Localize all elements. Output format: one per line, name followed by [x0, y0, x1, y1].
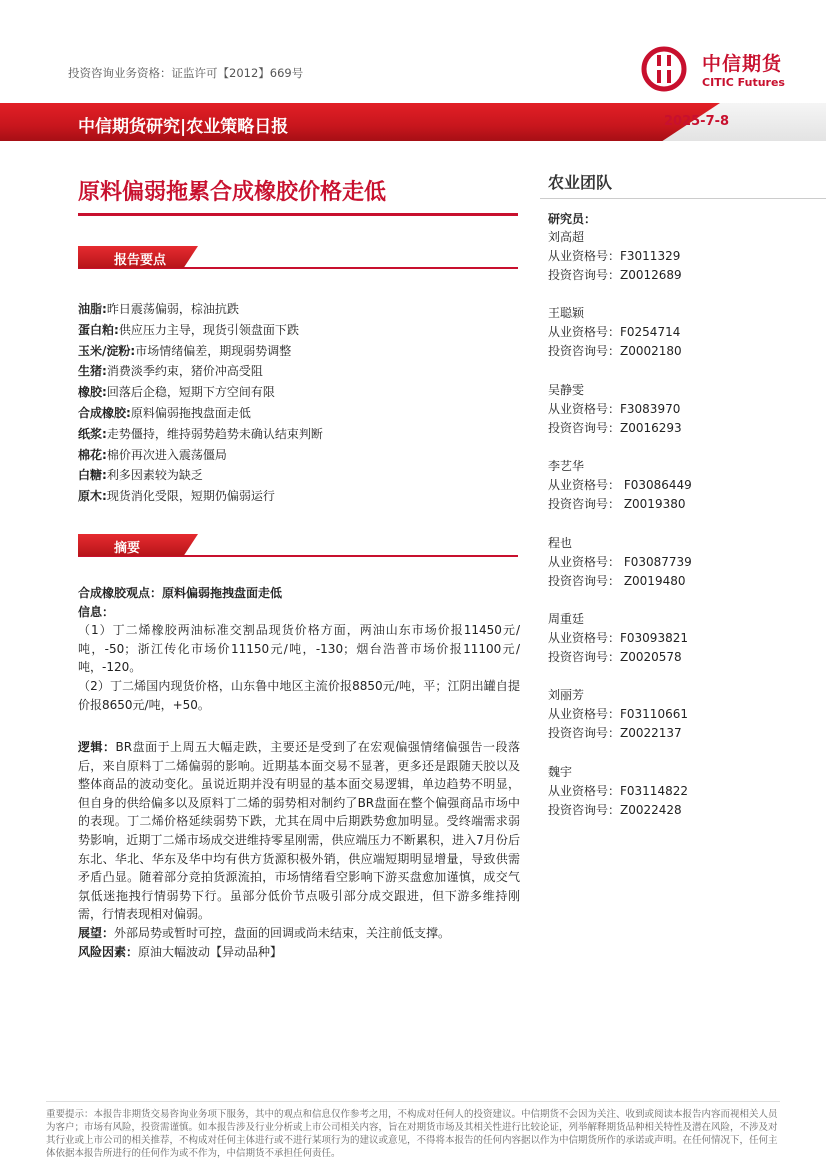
- report-title: 原料偏弱拖累合成橡胶价格走低: [78, 180, 387, 205]
- list-item: 橡胶:回落后企稳，短期下方空间有限: [78, 385, 275, 400]
- key-points-label: 报告要点: [114, 253, 167, 268]
- header-title: 中信期货研究|农业策略日报: [78, 117, 289, 137]
- risk-text: 原油大幅波动【异动品种】: [138, 944, 283, 959]
- outlook-label: 展望：: [78, 925, 115, 940]
- researcher-item: 刘丽芳 从业资格号：F03110661 投资咨询号：Z0022137: [548, 688, 688, 741]
- sidebar-rule: [540, 198, 826, 199]
- researcher-item: 刘高超 从业资格号：F3011329 投资咨询号：Z0012689: [548, 230, 682, 282]
- researcher-list: [548, 228, 808, 839]
- risk-label: 风险因素：: [78, 944, 139, 959]
- list-item: 棉花:棉价再次进入震荡僵局: [78, 447, 227, 462]
- key-points-list: [78, 299, 518, 507]
- list-item: 蛋白粕:供应压力主导，现货引领盘面下跌: [78, 322, 299, 337]
- disclaimer-rule: [46, 1101, 780, 1102]
- logic-text: BR盘面于上周五大幅走跌，主要还是受到了在宏观偏强情绪偏强告一段落后，来自原料丁二烯偏弱的影响。近期基本面交易不显著，更多还是跟随天胶以及整体商品的波动变化。虽说近期并没有明显的基本面交易逻辑，单边趋势不明显，但自身的供给偏多以及原料丁二烯的弱势相对制约了BR盘面在整个偏强商品市场中的表现。丁二烯价格延续弱势下跌，尤其在周中后期跌势愈加明显。受终端需求弱势影响，近期丁二烯市场成交进维持零星刚需，供应端压力不断累积，进入7月份后东北、华北、华东及华中均有供方货源积极外销，供应端短期明显增量，导致供需矛盾凸显。随着部分竞拍货源流拍，市场情绪看空影响下游买盘愈加谨慎，成交气氛低迷拖拽行情弱势下行。虽部分低价节点吸引部分成交跟进，但下游多维持刚需，行情表现相对偏弱。: [78, 740, 520, 922]
- researcher-item: 程也 从业资格号： F03087739 投资咨询号： Z0019480: [548, 535, 692, 588]
- list-item: 玉米/淀粉:市场情绪偏差，期现弱势调整: [78, 343, 292, 358]
- list-item: 原木:现货消化受限，短期仍偏弱运行: [78, 489, 275, 504]
- title-rule: [78, 213, 518, 216]
- list-item: 油脂:昨日震荡偏弱，棕油抗跌: [78, 302, 239, 316]
- researcher-heading: 研究员：: [548, 212, 597, 226]
- view-label: 合成橡胶观点：原料偏弱拖拽盘面走低: [78, 586, 283, 600]
- researcher-item: 吴静雯 从业资格号：F3083970 投资咨询号：Z0016293: [548, 382, 682, 435]
- info-1: （1）丁二烯橡胶两油标准交割品现货价格方面，两油山东市场价报11450元/吨，-50；浙江传化市场价11150元/吨，-130；烟台浩普市场价报11100元/吨，-120。: [78, 623, 520, 675]
- header-date: 2025-7-8: [664, 114, 730, 129]
- logo-text-en: CITIC Futures: [702, 76, 785, 89]
- list-item: 合成橡胶:原料偏弱拖拽盘面走低: [78, 405, 251, 420]
- researcher-item: 周重廷 从业资格号：F03093821 投资咨询号：Z0020578: [548, 611, 688, 664]
- logic-label: 逻辑：: [78, 740, 116, 754]
- info-2: （2）丁二烯国内现货价格，山东鲁中地区主流价报8850元/吨，平；江阴出罐自提价报8650元/吨，+50。: [78, 678, 520, 712]
- outlook-text: 外部局势或暂时可控，盘面的回调或尚未结束，关注前低支撑。: [114, 925, 451, 940]
- researcher-item: 王聪颖 从业资格号：F0254714 投资咨询号：Z0002180: [548, 306, 682, 359]
- summary-body: [78, 584, 520, 714]
- license-text: 投资咨询业务资格：证监许可【2012】669号: [68, 66, 304, 80]
- logic-block: [78, 738, 520, 961]
- sidebar-title: 农业团队: [548, 173, 613, 192]
- list-item: 白糖:利多因素较为缺乏: [78, 468, 203, 483]
- logo-text-cn: 中信期货: [702, 53, 783, 75]
- disclaimer: 重要提示：本报告非期货交易咨询业务项下服务，其中的观点和信息仅作参考之用，不构成对任何人的投资建议。中信期货不会因为关注、收到或阅读本报告内容而视相关人员为客户；市场有风险，投资需谨慎。如本报告涉及行业分析或上市公司相关内容，旨在对期货市场及其相关性进行比较论证，列举解释期货品种相关特性及潜在风险，不涉及对其行业或上市公司的相关推荐，不构成对任何主体进行或不进行某项行为的建议或意见，不得将本报告的任何内容据以作为中信期货所作的承诺或声明。在任何情况下，任何主体依据本报告所进行的任何作为或不作为，中信期货不承担任何责任。: [46, 1109, 778, 1159]
- summary-label: 摘要: [114, 541, 141, 556]
- info-label: 信息：: [78, 604, 115, 619]
- researcher-item: 魏宇 从业资格号：F03114822 投资咨询号：Z0022428: [548, 764, 688, 817]
- researcher-item: 李艺华 从业资格号： F03086449 投资咨询号： Z0019380: [548, 459, 692, 512]
- list-item: 纸浆:走势僵持，维持弱势趋势未确认结束判断: [78, 426, 323, 441]
- list-item: 生猪:消费淡季约束，猪价冲高受阻: [78, 364, 263, 379]
